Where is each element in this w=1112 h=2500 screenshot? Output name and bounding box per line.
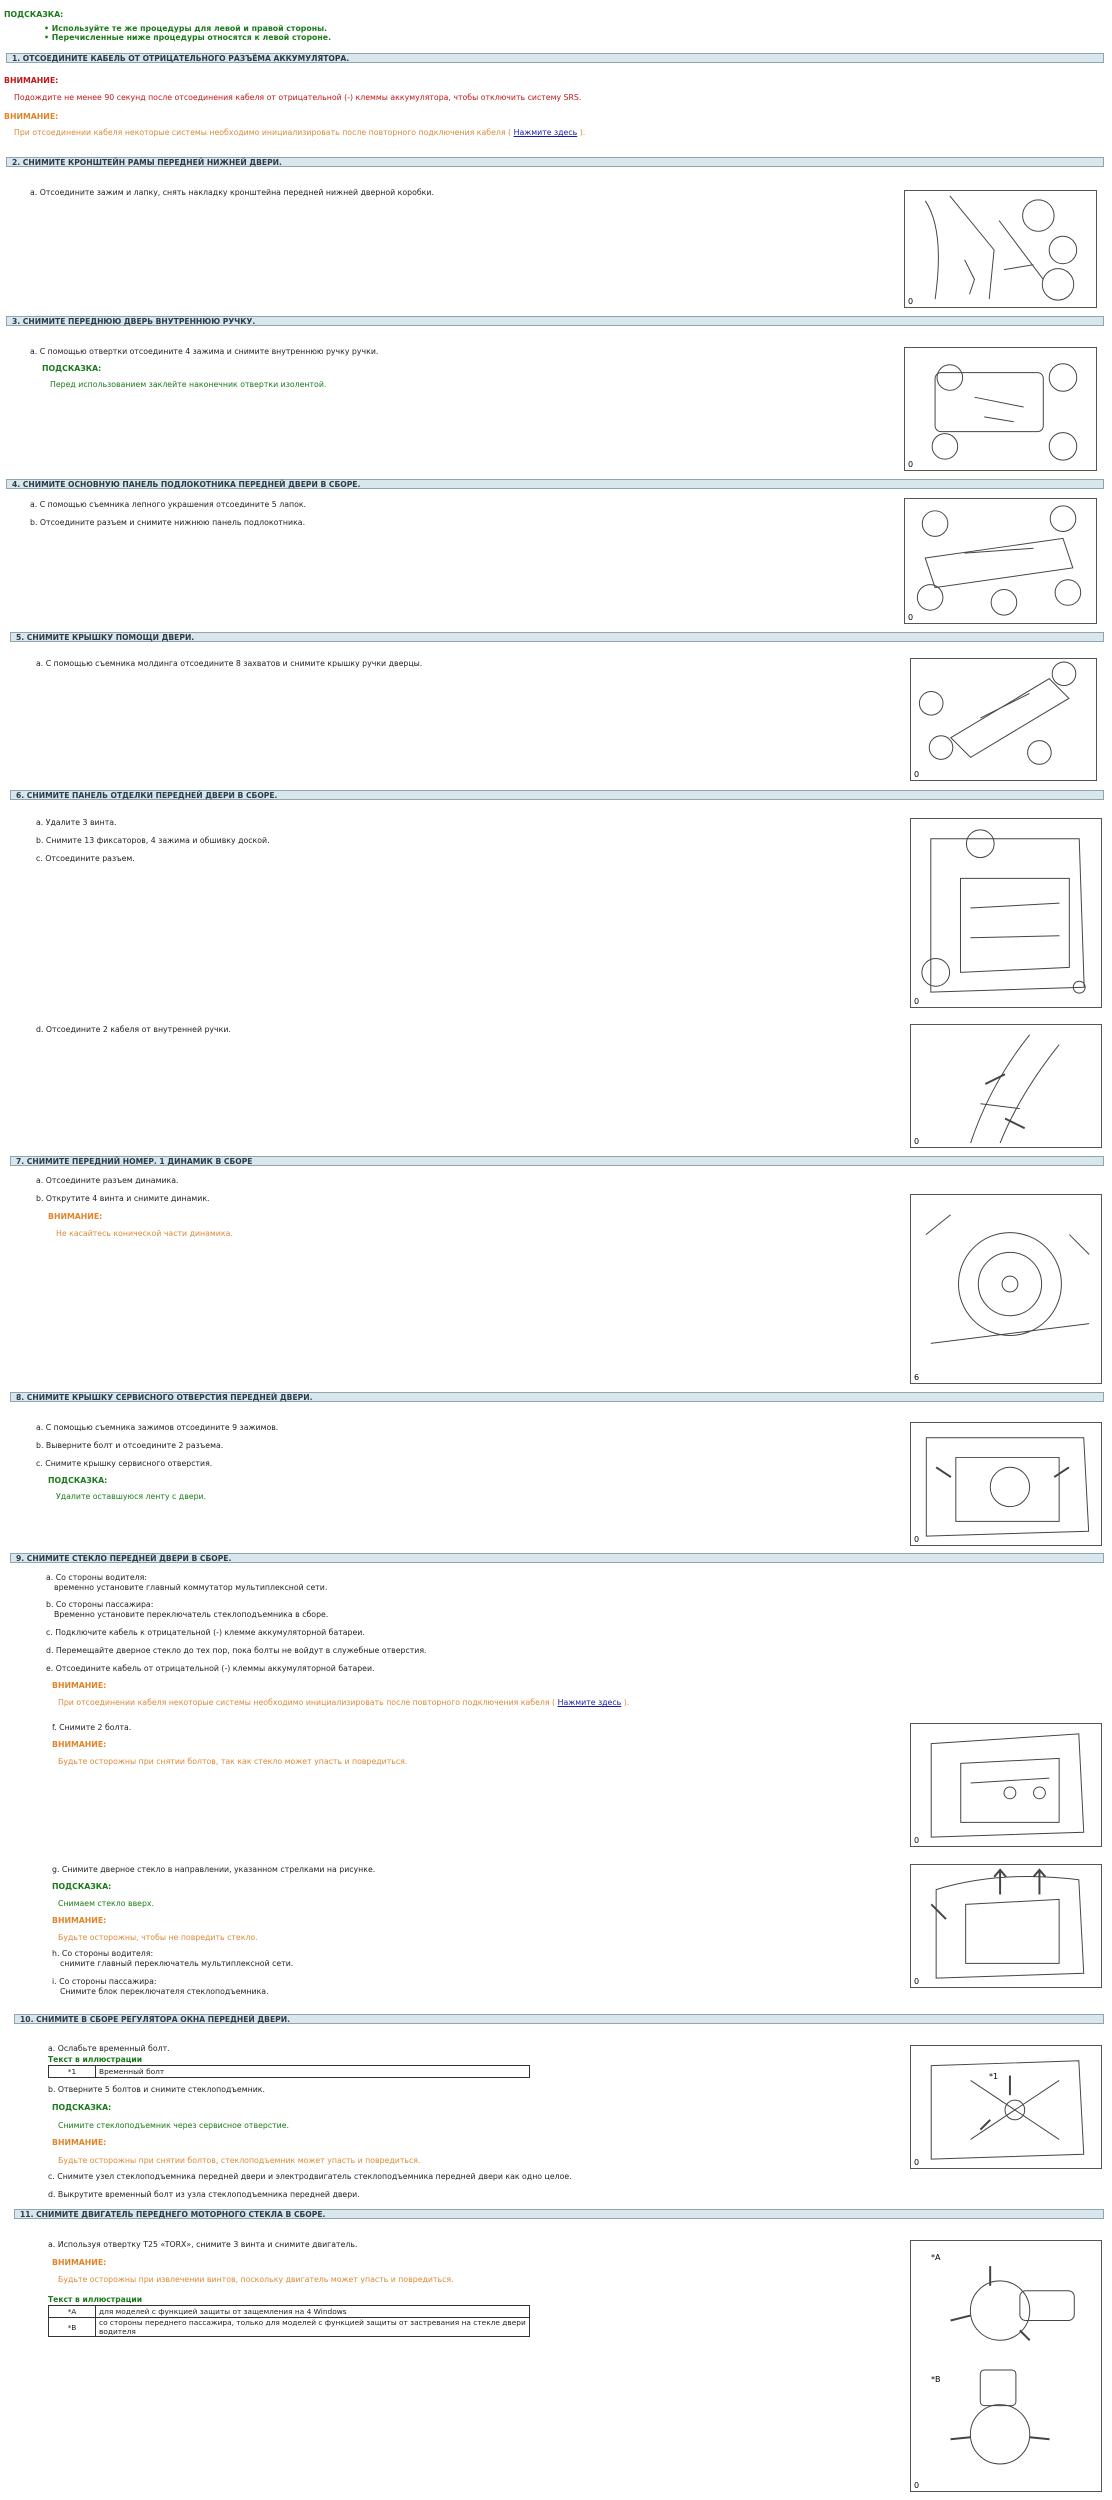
figure-number: 0: [914, 1836, 920, 1845]
s9-g-notice: Будьте осторожны, чтобы не повредить стекло.: [58, 1933, 258, 1942]
section-4-header: 4. СНИМИТЕ ОСНОВНУЮ ПАНЕЛЬ ПОДЛОКОТНИКА ПЕРЕДНЕЙ ДВЕРИ В СБОРЕ.: [6, 479, 1104, 489]
click-here-link[interactable]: Нажмите здесь: [557, 1698, 622, 1707]
figure-number: 0: [914, 1137, 920, 1146]
figure-armrest-panel: [904, 498, 1097, 624]
s9-g-hint: Снимаем стекло вверх.: [58, 1899, 155, 1908]
figure-number: 0: [908, 297, 914, 306]
s10-step-a: a. Ослабьте временный болт.: [48, 2044, 170, 2053]
top-hint-title: ПОДСКАЗКА:: [4, 10, 64, 19]
s11-illustration-title: Текст в иллюстрации: [48, 2295, 143, 2304]
s4-step-b: b. Отсоедините разъем и снимите нижнюю панель подлокотника.: [30, 518, 306, 527]
figure-number: 0: [914, 1535, 920, 1544]
s1-notice: При отсоединении кабеля некоторые системы необходимо инициализировать после повторного подключения кабеля ( Нажмите здесь ).: [14, 128, 586, 137]
figure-inner-handle-cables: [910, 1024, 1102, 1148]
s10-step-b: b. Отверните 5 болтов и снимите стеклоподъемник.: [48, 2085, 265, 2094]
s10-hint-title: ПОДСКАЗКА:: [52, 2103, 112, 2112]
top-hint-item: • Перечисленные ниже процедуры относятся к левой стороне.: [44, 33, 332, 42]
figure-door-pull-cover: [910, 658, 1097, 781]
figure-window-regulator: [910, 2045, 1102, 2169]
s8-hint-title: ПОДСКАЗКА:: [48, 1476, 108, 1485]
figure-callout: *1: [989, 2072, 999, 2081]
section-3-header: 3. СНИМИТЕ ПЕРЕДНЮЮ ДВЕРЬ ВНУТРЕННЮЮ РУЧКУ.: [6, 316, 1104, 326]
s9-e-notice: При отсоединении кабеля некоторые системы необходимо инициализировать после повторного подключения кабеля ( Нажмите здесь ).: [58, 1698, 630, 1707]
s9-f-notice: Будьте осторожны при снятии болтов, так как стекло может упасть и повредиться.: [58, 1757, 408, 1766]
s3-step-a: a. С помощью отвертки отсоедините 4 зажима и снимите внутреннюю ручку ручки.: [30, 347, 379, 356]
s3-hint: Перед использованием заклейте наконечник отвертки изолентой.: [50, 380, 327, 389]
figure-number: 0: [914, 997, 920, 1006]
figure-speaker: [910, 1194, 1102, 1384]
figure-number: 0: [914, 2158, 920, 2167]
figure-glass-removal-arrows: [910, 1864, 1102, 1988]
figure-number: 0: [908, 460, 914, 469]
s9-f-notice-title: ВНИМАНИЕ:: [52, 1740, 107, 1749]
s5-step-a: a. С помощью съемника молдинга отсоедините 8 захватов и снимите крышку ручки дверцы.: [36, 659, 423, 668]
s6-step-a: a. Удалите 3 винта.: [36, 818, 117, 827]
s7-caution-title: ВНИМАНИЕ:: [48, 1212, 103, 1221]
s9-g-hint-title: ПОДСКАЗКА:: [52, 1882, 112, 1891]
table-row: *A для моделей с функцией защиты от защемления на 4 Windows: [49, 2306, 530, 2318]
s7-caution: Не касайтесь конической части динамика.: [56, 1229, 233, 1238]
s8-step-c: c. Снимите крышку сервисного отверстия.: [36, 1459, 213, 1468]
click-here-link[interactable]: Нажмите здесь: [513, 128, 578, 137]
figure-number: 0: [914, 1977, 920, 1986]
section-9-header: 9. СНИМИТЕ СТЕКЛО ПЕРЕДНЕЙ ДВЕРИ В СБОРЕ.: [10, 1553, 1104, 1563]
s9-step-a: a. Со стороны водителя: временно установите главный коммутатор мультиплексной сети.: [46, 1573, 328, 1592]
s1-notice-title: ВНИМАНИЕ:: [4, 112, 59, 121]
s1-caution-text: Подождите не менее 90 секунд после отсоединения кабеля от отрицательной (-) клеммы аккумулятора, чтобы отключить систему SRS.: [14, 93, 582, 102]
figure-door-trim-panel: [910, 818, 1102, 1008]
section-1-header: 1. ОТСОЕДИНИТЕ КАБЕЛЬ ОТ ОТРИЦАТЕЛЬНОГО РАЗЪЁМА АККУМУЛЯТОРА.: [6, 53, 1104, 63]
figure-number: 0: [914, 2481, 920, 2490]
s9-step-c: c. Подключите кабель к отрицательной (-) клемме аккумуляторной батареи.: [46, 1628, 365, 1637]
s10-hint: Снимите стеклоподъемник через сервисное отверстие.: [58, 2121, 289, 2130]
s8-hint: Удалите оставшуюся ленту с двери.: [56, 1492, 207, 1501]
s11-step-a: a. Используя отвертку T25 «TORX», снимите 3 винта и снимите двигатель.: [48, 2240, 358, 2249]
s9-step-i: i. Со стороны пассажира: Снимите блок переключателя стеклоподъемника.: [52, 1977, 269, 1996]
figure-callout: *B: [931, 2375, 941, 2384]
section-8-header: 8. СНИМИТЕ КРЫШКУ СЕРВИСНОГО ОТВЕРСТИЯ ПЕРЕДНЕЙ ДВЕРИ.: [10, 1392, 1104, 1402]
figure-window-motor: [910, 2240, 1102, 2492]
section-10-header: 10. СНИМИТЕ В СБОРЕ РЕГУЛЯТОРА ОКНА ПЕРЕДНЕЙ ДВЕРИ.: [14, 2014, 1104, 2024]
s1-caution-title: ВНИМАНИЕ:: [4, 76, 59, 85]
figure-number: 6: [914, 1373, 920, 1382]
s4-step-a: a. С помощью съемника лепного украшения отсоедините 5 лапок.: [30, 500, 307, 509]
s7-step-a: a. Отсоедините разъем динамика.: [36, 1176, 179, 1185]
top-hint-item: • Используйте те же процедуры для левой и правой стороны.: [44, 24, 328, 33]
s9-step-b: b. Со стороны пассажира: Временно установите переключатель стеклоподъемника в сборе.: [46, 1600, 329, 1619]
figure-number: 0: [908, 613, 914, 622]
figure-service-hole-cover: [910, 1422, 1102, 1546]
s7-step-b: b. Открутите 4 винта и снимите динамик.: [36, 1194, 210, 1203]
s10-notice-title: ВНИМАНИЕ:: [52, 2138, 107, 2147]
table-row: *B со стороны переднего пассажира, только для моделей с функцией защиты от застревания на стекле двери водителя: [49, 2318, 530, 2337]
s6-step-c: c. Отсоедините разъем.: [36, 854, 135, 863]
s10-illustration-title: Текст в иллюстрации: [48, 2055, 143, 2064]
section-6-header: 6. СНИМИТЕ ПАНЕЛЬ ОТДЕЛКИ ПЕРЕДНЕЙ ДВЕРИ В СБОРЕ.: [10, 790, 1104, 800]
s9-g-notice-title: ВНИМАНИЕ:: [52, 1916, 107, 1925]
figure-number: 0: [914, 770, 920, 779]
figure-inner-handle: [904, 347, 1097, 471]
figure-lower-frame-bracket: [904, 190, 1097, 308]
figure-callout: *A: [931, 2253, 941, 2262]
figure-door-glass-bolts: [910, 1723, 1102, 1847]
section-5-header: 5. СНИМИТЕ КРЫШКУ ПОМОЩИ ДВЕРИ.: [10, 632, 1104, 642]
s10-illustration-table: [48, 2065, 530, 2078]
s9-step-f: f. Снимите 2 болта.: [52, 1723, 132, 1732]
s10-notice: Будьте осторожны при снятии болтов, стеклоподъемник может упасть и повредиться.: [58, 2156, 421, 2165]
section-11-header: 11. СНИМИТЕ ДВИГАТЕЛЬ ПЕРЕДНЕГО МОТОРНОГО СТЕКЛА В СБОРЕ.: [14, 2209, 1104, 2219]
s2-step-a: a. Отсоедините зажим и лапку, снять накладку кронштейна передней нижней дверной коробки.: [30, 188, 434, 197]
s10-step-c: c. Снимите узел стеклоподъемника передней двери и электродвигатель стеклоподъемника передней двери как одно целое.: [48, 2172, 572, 2181]
section-7-header: 7. СНИМИТЕ ПЕРЕДНИЙ НОМЕР. 1 ДИНАМИК В СБОРЕ: [10, 1156, 1104, 1166]
s9-step-d: d. Перемещайте дверное стекло до тех пор, пока болты не войдут в служебные отверстия.: [46, 1646, 427, 1655]
s9-step-g: g. Снимите дверное стекло в направлении, указанном стрелками на рисунке.: [52, 1865, 376, 1874]
table-row: *1 Временный болт: [49, 2066, 530, 2078]
s9-step-e: e. Отсоедините кабель от отрицательной (-) клеммы аккумуляторной батареи.: [46, 1664, 375, 1673]
s11-notice-title: ВНИМАНИЕ:: [52, 2258, 107, 2267]
s11-notice: Будьте осторожны при извлечении винтов, поскольку двигатель может упасть и повредиться.: [58, 2275, 454, 2284]
s8-step-b: b. Выверните болт и отсоедините 2 разъема.: [36, 1441, 224, 1450]
s10-step-d: d. Выкрутите временный болт из узла стеклоподъемника передней двери.: [48, 2190, 360, 2199]
s6-step-d: d. Отсоедините 2 кабеля от внутренней ручки.: [36, 1025, 231, 1034]
section-2-header: 2. СНИМИТЕ КРОНШТЕЙН РАМЫ ПЕРЕДНЕЙ НИЖНЕЙ ДВЕРИ.: [6, 157, 1104, 167]
s9-step-h: h. Со стороны водителя: снимите главный переключатель мультиплексной сети.: [52, 1949, 294, 1968]
s3-hint-title: ПОДСКАЗКА:: [42, 364, 102, 373]
s6-step-b: b. Снимите 13 фиксаторов, 4 зажима и обшивку доской.: [36, 836, 270, 845]
s8-step-a: a. С помощью съемника зажимов отсоедините 9 зажимов.: [36, 1423, 279, 1432]
s9-e-notice-title: ВНИМАНИЕ:: [52, 1681, 107, 1690]
s11-illustration-table: [48, 2305, 530, 2337]
